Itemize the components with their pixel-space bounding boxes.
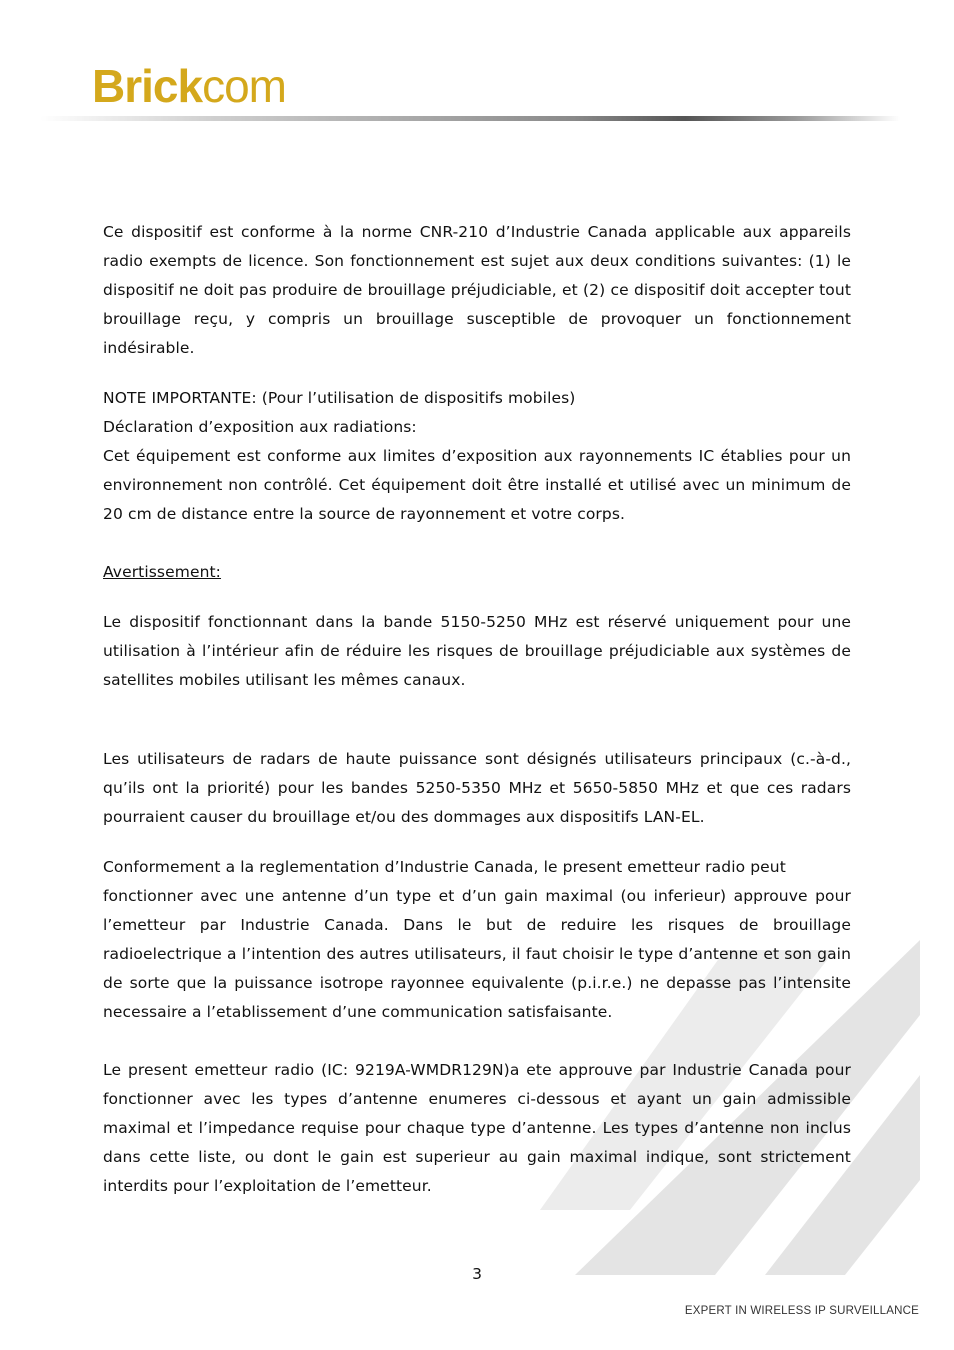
paragraph-radar-users: Les utilisateurs de radars de haute puissance sont désignés utilisateurs principaux (c.-à-d., qu’ils ont la priorité) pour les bandes 5250-5350 MHz et 5650-5850 MHz et que ces radars pourraient causer du brouillage et/ou des dommages aux dispositifs LAN-EL. (103, 750, 851, 826)
paragraph-5150-band: Le dispositif fonctionnant dans la bande 5150-5250 MHz est réservé uniquement pour une utilisation à l’intérieur afin de réduire les risques de brouillage préjudiciable aux systèmes de satellites mobiles utilisant les mêmes canaux. (103, 613, 851, 689)
brickcom-logo (92, 60, 286, 112)
document-body (103, 218, 851, 1201)
logo-text-brick: Brick (92, 60, 203, 112)
paragraph-cnr210-compliance: Ce dispositif est conforme à la norme CNR-210 d’Industrie Canada applicable aux appareils radio exempts de licence. Son fonctionnement est sujet aux deux conditions suivantes: (1) le dispositif ne doit pas produire de brouillage préjudiciable, et (2) ce dispositif doit accepter tout brouillage reçu, y compris un brouillage susceptible de provoquer un fonctionnement indésirable. (103, 223, 851, 357)
page-number: 3 (472, 1265, 482, 1283)
paragraph-approved-antennas: Le present emetteur radio (IC: 9219A-WMDR129N)a ete approuve par Industrie Canada pour fonctionner avec les types d’antenne enumeres ci-dessous et ayant un gain admissible maximal et l’impedance requise pour chaque type d’antenne. Les types d’antenne non inclus dans cette liste, ou dont le gain est superieur au gain maximal indique, sont strictement interdits pour l’exploitation de l’emetteur. (103, 1061, 851, 1195)
paragraph-antenna-regulation: fonctionner avec une antenne d’un type et d’un gain maximal (ou inferieur) approuve pour l’emetteur par Industrie Canada. Dans le but de reduire les risques de brouillage radioelectrique a l’intention des autres utilisateurs, il faut choisir le type d’antenne et son gain de sorte que la puissance isotrope rayonnee equivalente (p.i.r.e.) ne depasse pas l’intensite necessaire a l’etablissement d’une communication satisfaisante. (103, 887, 851, 1021)
footer-tagline: EXPERT IN WIRELESS IP SURVEILLANCE (684, 1305, 919, 1317)
note-importante-title: NOTE IMPORTANTE: (Pour l’utilisation de dispositifs mobiles) (103, 389, 576, 407)
logo-text-com: com (202, 60, 286, 112)
paragraph-antenna-regulation-first-line: Conformement a la reglementation d’Industrie Canada, le present emetteur radio peut (103, 858, 786, 876)
paragraph-exposure-limits: Cet équipement est conforme aux limites d’exposition aux rayonnements IC établies pour un environnement non contrôlé. Cet équipement doit être installé et utilisé avec un minimum de 20 cm de distance entre la source de rayonnement et votre corps. (103, 447, 851, 523)
declaration-title: Déclaration d’exposition aux radiations: (103, 418, 417, 436)
avertissement-heading: Avertissement: (103, 563, 222, 581)
header-divider (40, 116, 900, 121)
